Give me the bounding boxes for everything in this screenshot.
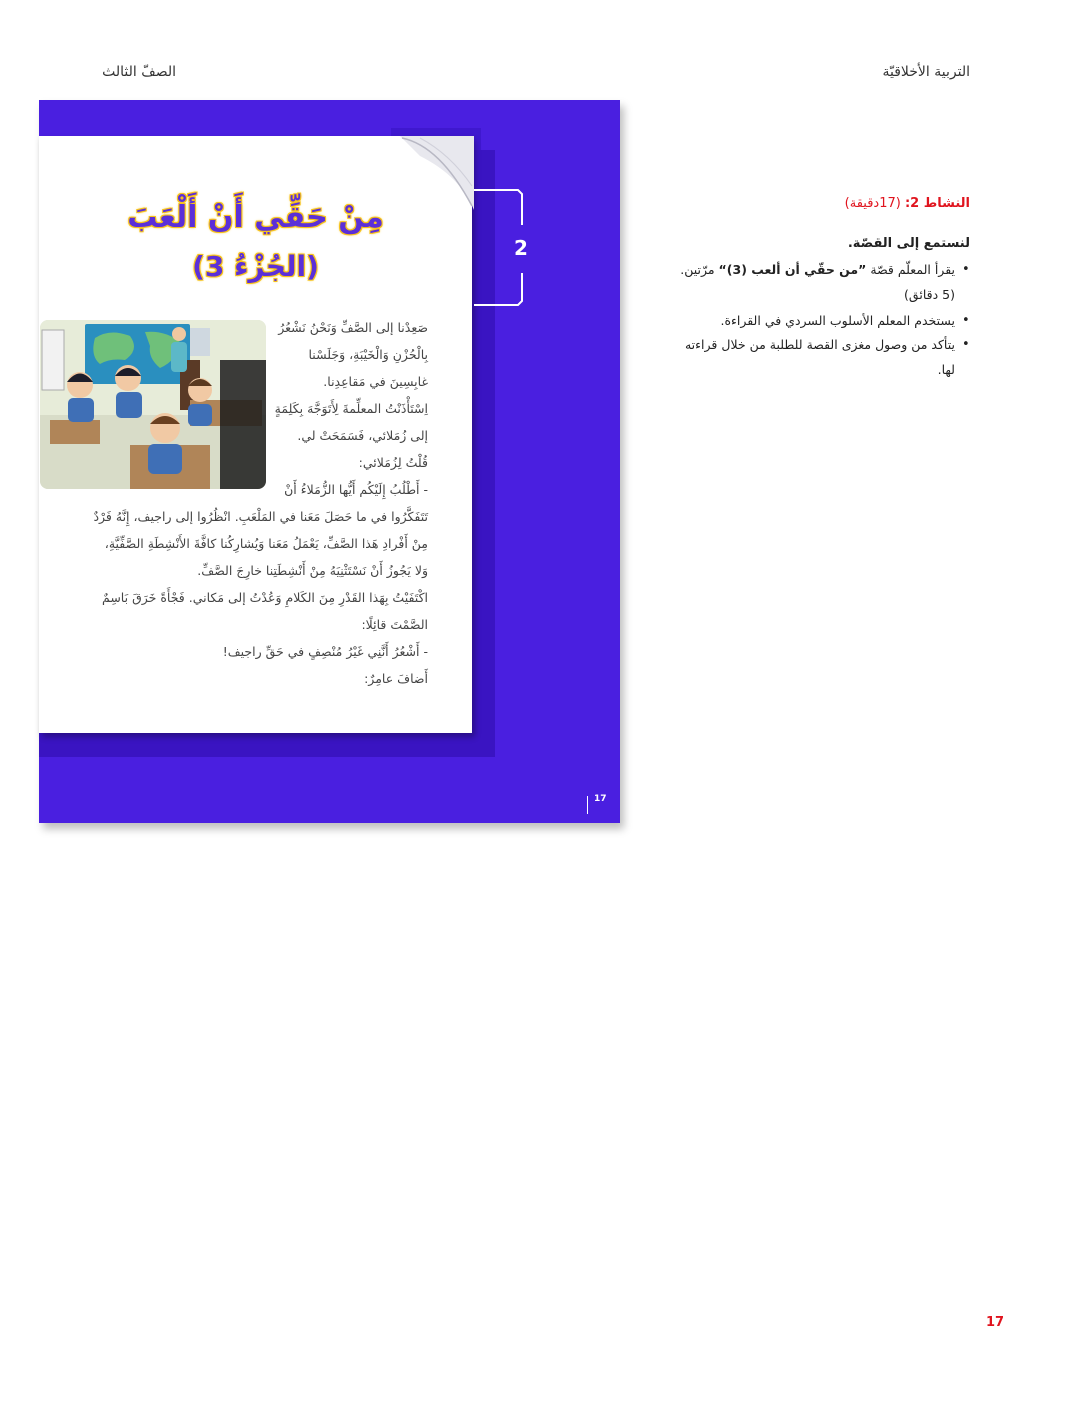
activity-heading: لنستمع إلى القصّة. — [847, 236, 970, 251]
bullet-icon: • — [962, 313, 970, 328]
story-line: - أَطْلُبُ إِلَيْكُم أَيُّها الزُّمَلاءُ أَنْ — [284, 482, 428, 497]
bullet-icon: • — [962, 262, 970, 277]
story-line: تَتَفَكَّرُوا في ما حَصَلَ مَعَنا في المَلْعَبِ. انْظُرُوا إلى راجيف، إِنَّهُ فَرْدٌ — [93, 509, 428, 524]
story-subtitle: (الجُزْءُ 3) — [192, 250, 319, 283]
story-line: إلى زُمَلائي، فَسَمَحَتْ لي. — [297, 428, 428, 443]
story-line: صَعِدْنا إلى الصَّفِّ وَنَحْنُ نَشْعُرُ — [278, 320, 428, 335]
bullet-3: يتأكد من وصول مغزى القصة للطلبة من خلال قراءته — [684, 337, 955, 352]
story-line: أَضافَ عامِرٌ: — [364, 671, 428, 686]
story-line: - أَشْعُرُ أَنَّنِي غَيْرُ مُنْصِفٍ في حَقِّ راجيف! — [222, 644, 428, 659]
activity-title — [760, 196, 970, 211]
inner-page-divider — [587, 796, 588, 814]
story-line: قُلْتُ لِزُمَلائي: — [358, 455, 428, 470]
bullet-1 — [680, 262, 955, 277]
bullet-3-cont: لها. — [937, 362, 955, 377]
story-line: اِسْتَأْذَنْتُ المعلِّمةَ لِأَتَوَجَّهَ بِكَلِمَةٍ — [274, 401, 428, 416]
bullet-2: يستخدم المعلم الأسلوب السردي في القراءة. — [720, 313, 955, 328]
chapter-number: 2 — [514, 236, 528, 260]
bullet-icon: • — [962, 337, 970, 352]
activity-label: النشاط 2: — [904, 196, 970, 211]
classroom-illustration — [40, 320, 266, 489]
story-line: مِنْ أَفْرادِ هَذا الصَّفِّ، يَعْمَلُ مَعَنا وَيُشارِكُنا كافَّةَ الأَنْشِطَةِ الصَّفِّيَّةِ، — [104, 536, 428, 551]
bullet-1-tail: مرّتين. — [680, 262, 719, 277]
story-line: اكْتَفَيْتُ بِهَذا القَدْرِ مِنَ الكَلامِ وَعُدْتُ إلى مَكاني. فَجْأَةً خَرَقَ بَاسِمٌ — [102, 590, 428, 605]
grade-header: الصفّ الثالث — [102, 64, 176, 80]
story-name: ”من حقّي أن ألعب (3)“ — [718, 262, 867, 277]
bullet-1-time: (5 دقائق) — [904, 287, 955, 302]
page-number: 17 — [986, 1315, 1005, 1330]
story-title: مِنْ حَقِّي أَنْ أَلْعَبَ — [127, 200, 384, 235]
activity-duration: (17دقيقة) — [844, 196, 901, 211]
page-curl-icon — [400, 136, 474, 210]
subject-header: التربية الأخلاقيّة — [882, 64, 970, 80]
story-line: غابِسِينَ في مَقاعِدِنا. — [323, 374, 428, 389]
bullet-1-text: يقرأ المعلّم قصّة — [866, 262, 955, 277]
inner-page-number: 17 — [594, 794, 607, 804]
story-line: وَلا يَجُوزُ أَنْ نَسْتَثْنِيَهُ مِنْ أَنْشِطَتِنا خارِجَ الصَّفِّ. — [197, 563, 428, 578]
story-line: الصَّمْتَ قائِلًا: — [361, 617, 428, 632]
story-line: بِالْحُزْنِ وَالْخَيْبَةِ، وَجَلَسْنا — [308, 347, 428, 362]
